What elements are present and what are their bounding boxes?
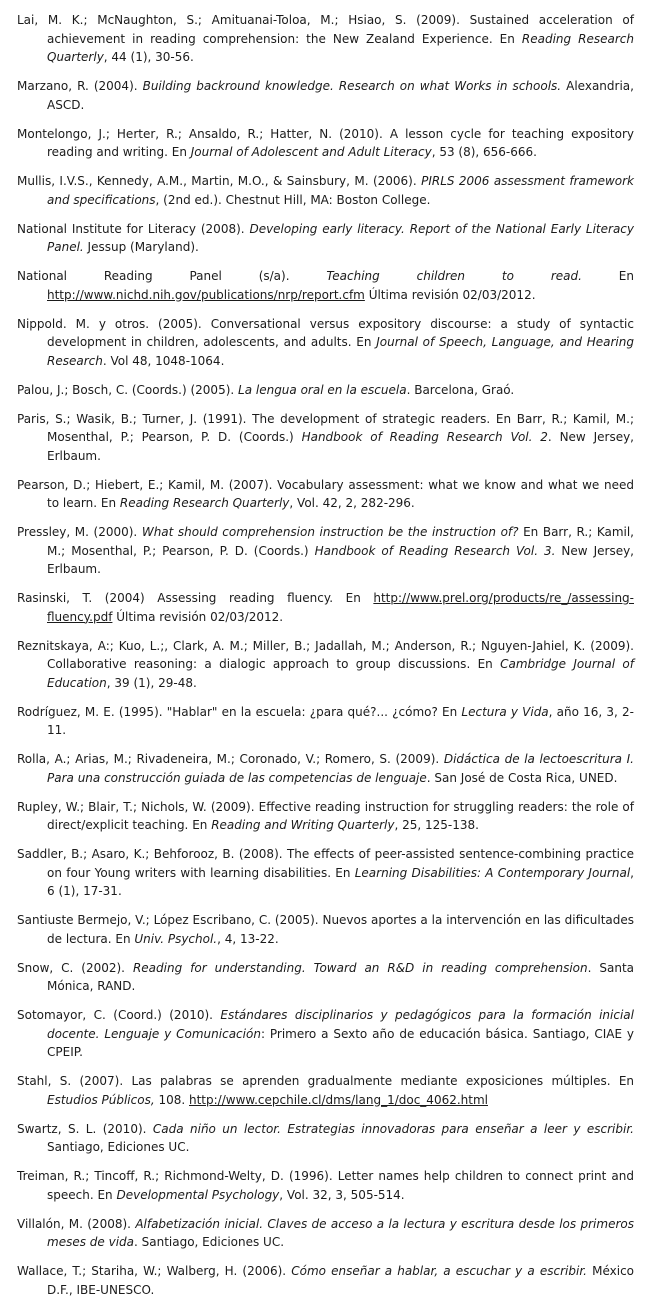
reference-entry <box>17 1167 634 1204</box>
reference-text: Santiuste Bermejo, V.; López Escribano, C. (2005). Nuevos aportes a la intervención en las dificultades de lectura. En <box>17 913 634 946</box>
work-title-italic: Cada niño un lector. Estrategias innovadoras para enseñar a leer y escribir. <box>152 1121 634 1136</box>
work-title-italic: Reading for understanding. Toward an R&D in reading comprehension <box>132 960 588 975</box>
reference-text: Snow, C. (2002). <box>17 960 133 975</box>
work-title-italic: Teaching children to read. <box>326 269 582 283</box>
reference-text: Jessup (Maryland). <box>83 240 199 254</box>
work-title-italic: La lengua oral en la escuela <box>238 382 407 397</box>
reference-text: , 53 (8), 656-666. <box>431 145 537 159</box>
reference-entry <box>17 77 634 114</box>
reference-text: New Jersey, Erlbaum. <box>47 543 634 576</box>
reference-text: Última revisión 02/03/2012. <box>364 287 536 302</box>
reference-text: , 39 (1), 29-48. <box>106 675 197 690</box>
reference-text: Reznitskaya, A:; Kuo, L.;, Clark, A. M.; Miller, B.; Jadallah, M.; Anderson, R.; Nguyen-Jahiel, K. (2009). Collaborative reasoning: a dialogic approach to group discussions. En <box>17 638 634 671</box>
reference-text: 108. <box>154 1092 189 1107</box>
reference-text: National Institute for Literacy (2008). <box>17 221 250 236</box>
reference-text: Paris, S.; Wasik, B.; Turner, J. (1991). The development of strategic readers. En Barr, R.; Kamil, M.; Mosenthal, P.; Pearson, P. D. (Coords.) <box>17 411 634 444</box>
work-title-italic: Univ. Psychol. <box>134 931 218 946</box>
reference-text: Stahl, S. (2007). Las palabras se aprenden gradualmente mediante exposiciones múltiples. En <box>17 1074 634 1088</box>
reference-entry <box>17 476 634 513</box>
reference-text: , 6 (1), 17-31. <box>47 865 634 898</box>
reference-text: Lai, M. K.; McNaughton, S.; Amituanai-Toloa, M.; Hsiao, S. (2009). Sustained acceleration of achievement in reading comprehension: the New Zealand Experience. En <box>17 13 634 46</box>
reference-entry <box>17 381 634 400</box>
work-title-italic: Alfabetización inicial. Claves de acceso a la lectura y escritura desde los primeros meses de vida <box>47 1216 634 1249</box>
reference-entry <box>17 1215 634 1252</box>
reference-entry <box>17 11 634 67</box>
reference-text: : Primero a Sexto año de educación básica. Santiago, CIAE y CPEIP. <box>47 1026 635 1059</box>
reference-text: , Vol. 32, 3, 505-514. <box>279 1187 405 1202</box>
reference-entry <box>17 1120 634 1157</box>
reference-text: Treiman, R.; Tincoff, R.; Richmond-Welty, D. (1996). Letter names help children to connect print and speech. En <box>17 1169 634 1202</box>
work-title-italic: Learning Disabilities: A Contemporary Journal <box>354 865 631 880</box>
reference-text: . Barcelona, Graó. <box>406 382 515 397</box>
work-title-italic: What should comprehension instruction be the instruction of? <box>141 525 519 539</box>
work-title-italic: Journal of Speech, Language, and Hearing Research <box>47 335 634 368</box>
reference-entry <box>17 845 634 901</box>
reference-text: México D.F., IBE-UNESCO. <box>47 1264 635 1297</box>
reference-text: Villalón, M. (2008). <box>17 1216 136 1231</box>
reference-text: Montelongo, J.; Herter, R.; Ansaldo, R.; Hatter, N. (2010). A lesson cycle for teaching expository reading and writing. En <box>17 126 634 159</box>
reference-url-link[interactable]: http://www.nichd.nih.gov/publications/nrp/report.cfm <box>47 287 365 302</box>
work-title-italic: Estándares disciplinarios y pedagógicos para la formación inicial docente. Lenguaje y Comunicación <box>47 1008 634 1041</box>
work-title-italic: Cambridge Journal of Education <box>47 657 634 690</box>
reference-text: En <box>581 269 634 283</box>
reference-text: Última revisión 02/03/2012. <box>112 609 284 624</box>
reference-text: Rupley, W.; Blair, T.; Nichols, W. (2009). Effective reading instruction for struggling readers: the role of direct/explicit teaching. En <box>17 799 634 832</box>
work-title-italic: Didáctica de la lectoescritura I. Para una construcción guiada de las competencias de lenguaje <box>47 752 634 785</box>
work-title-italic: Developing early literacy. Report of the National Early Literacy Panel. <box>47 221 634 254</box>
reference-text: National Reading Panel (s/a). <box>17 269 327 283</box>
work-title-italic: Reading Research Quarterly <box>119 496 290 510</box>
work-title-italic: Lectura y Vida <box>461 704 549 719</box>
reference-text: . Santiago, Ediciones UC. <box>134 1235 285 1249</box>
reference-text: , 44 (1), 30-56. <box>103 50 194 64</box>
reference-entry <box>17 911 634 948</box>
reference-entry <box>17 589 634 626</box>
reference-entry <box>17 125 634 162</box>
reference-text: , año 16, 3, 2-11. <box>47 704 635 737</box>
work-title-italic: Developmental Psychology <box>116 1187 280 1202</box>
reference-text: Marzano, R. (2004). <box>17 79 143 93</box>
reference-entry <box>17 315 634 371</box>
reference-text: Wallace, T.; Stariha, W.; Walberg, H. (2006). <box>17 1264 292 1278</box>
reference-text: En Barr, R.; Kamil, M.; Mosenthal, P.; Pearson, P. D. (Coords.) <box>47 525 634 558</box>
reference-text: Pressley, M. (2000). <box>17 525 142 539</box>
reference-entry <box>17 750 634 787</box>
reference-entry <box>17 1072 634 1109</box>
work-title-italic: Reading and Writing Quarterly <box>211 818 395 832</box>
reference-text: , (2nd ed.). Chestnut Hill, MA: Boston College. <box>155 192 431 207</box>
reference-entry <box>17 172 634 209</box>
reference-text: Swartz, S. L. (2010). <box>17 1121 153 1136</box>
reference-entry <box>17 1006 634 1062</box>
reference-text: Palou, J.; Bosch, C. (Coords.) (2005). <box>17 382 239 397</box>
reference-text: Rasinski, T. (2004) Assessing reading fluency. En <box>17 591 374 605</box>
reference-text: Alexandria, ASCD. <box>47 79 634 112</box>
work-title-italic: Handbook of Reading Research Vol. 3. <box>314 543 556 558</box>
reference-text: . San José de Costa Rica, UNED. <box>426 770 618 785</box>
reference-entry <box>17 637 634 693</box>
reference-text: . New Jersey, Erlbaum. <box>47 430 634 463</box>
reference-url-link[interactable]: http://www.cepchile.cl/dms/lang_1/doc_4062.html <box>189 1092 488 1107</box>
reference-text: , Vol. 42, 2, 282-296. <box>289 496 415 510</box>
reference-text: Pearson, D.; Hiebert, E.; Kamil, M. (2007). Vocabulary assessment: what we know and what we need to learn. En <box>17 477 634 510</box>
document-page <box>17 11 634 1299</box>
reference-text: Sotomayor, C. (Coord.) (2010). <box>17 1008 221 1022</box>
reference-entry <box>17 410 634 466</box>
work-title-italic: PIRLS 2006 assessment framework and specifications <box>47 174 635 207</box>
work-title-italic: Reading Research Quarterly <box>47 31 634 64</box>
reference-entry <box>17 959 634 996</box>
work-title-italic: Estudios Públicos, <box>47 1092 155 1107</box>
reference-entry <box>17 798 634 835</box>
reference-text: Rodríguez, M. E. (1995). "Hablar" en la escuela: ¿para qué?... ¿cómo? En <box>17 704 462 719</box>
reference-text: , 4, 13-22. <box>217 931 279 946</box>
reference-text: Santiago, Ediciones UC. <box>47 1140 190 1154</box>
work-title-italic: Handbook of Reading Research Vol. 2 <box>301 430 548 444</box>
work-title-italic: Journal of Adolescent and Adult Literacy <box>190 145 432 159</box>
reference-entry <box>17 1262 634 1299</box>
reference-text: , 25, 125-138. <box>394 818 479 832</box>
reference-entry <box>17 703 634 740</box>
reference-text: . Vol 48, 1048-1064. <box>102 353 225 368</box>
reference-text: Saddler, B.; Asaro, K.; Behforooz, B. (2008). The effects of peer-assisted sentence-combining practice on four Young writers with learning disabilities. En <box>17 847 634 880</box>
work-title-italic: Cómo enseñar a hablar, a escuchar y a escribir. <box>291 1264 587 1278</box>
reference-entry <box>17 220 634 257</box>
reference-text: Rolla, A.; Arias, M.; Rivadeneira, M.; Coronado, V.; Romero, S. (2009). <box>17 752 444 766</box>
reference-entry <box>17 523 634 579</box>
reference-url-link[interactable]: http://www.prel.org/products/re_/assessing-fluency.pdf <box>47 591 634 624</box>
reference-text: Nippold. M. y otros. (2005). Conversational versus expository discourse: a study of syntactic development in children, adolescents, and adults. En <box>17 316 634 349</box>
reference-text: Mullis, I.V.S., Kennedy, A.M., Martin, M.O., & Sainsbury, M. (2006). <box>17 174 422 188</box>
reference-text: . Santa Mónica, RAND. <box>47 960 635 993</box>
references-list <box>17 11 634 1299</box>
work-title-italic: Building backround knowledge. Research on what Works in schools. <box>142 79 562 93</box>
reference-entry <box>17 267 634 304</box>
